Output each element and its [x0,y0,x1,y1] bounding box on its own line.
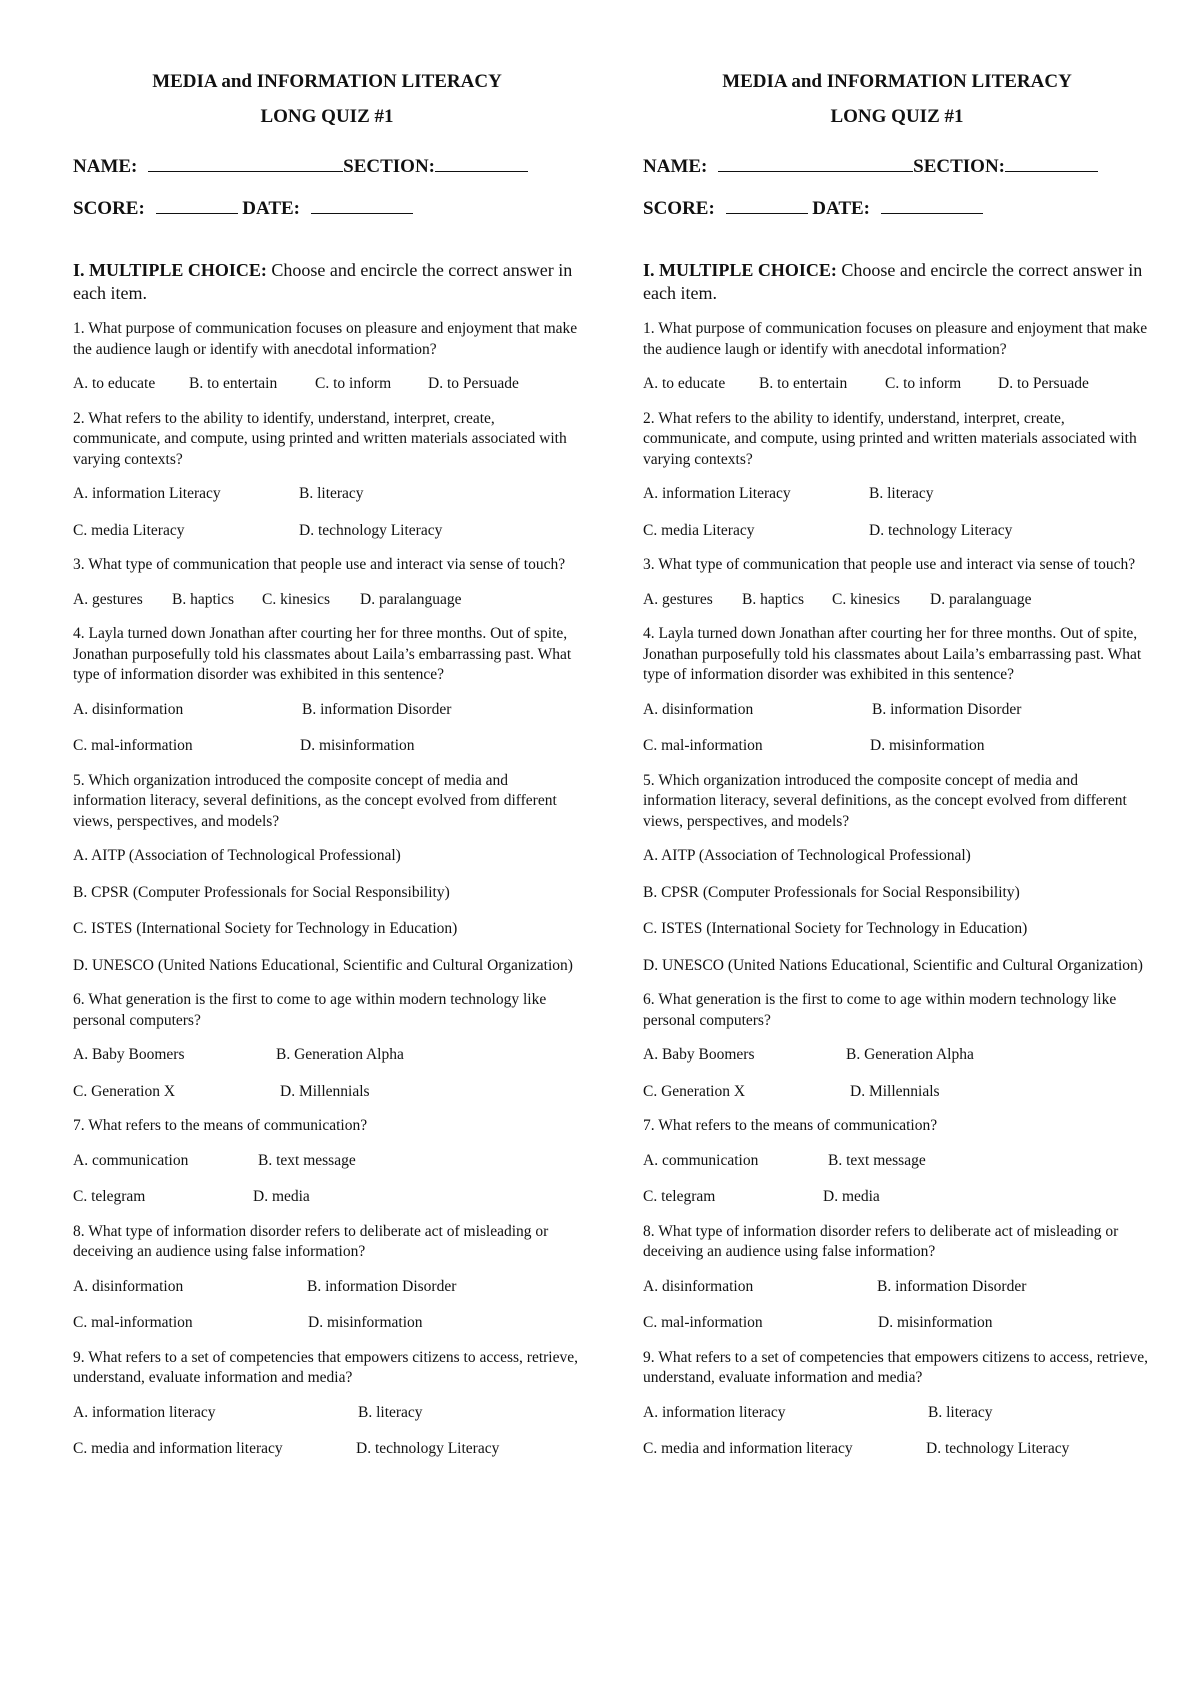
section-instructions [643,259,1151,305]
name-blank[interactable] [718,153,913,172]
question-6-option-a[interactable]: A. Baby Boomers [73,1046,185,1063]
question-4-option-a[interactable]: A. disinformation [73,700,184,718]
question-5-option-b[interactable]: B. CPSR (Computer Professionals for Social Responsibility) [73,883,450,901]
question-3-option-c[interactable]: C. kinesics [832,590,901,608]
name-section-row [73,153,581,179]
date-blank[interactable] [881,195,983,214]
quiz-copy-left [73,70,581,1460]
name-blank[interactable] [148,153,343,172]
question-4-option-b[interactable]: B. information Disorder [872,700,1022,718]
quiz-subtitle: LONG QUIZ #1 [260,106,394,127]
question-7-stem: 7. What refers to the means of communication? [73,1117,368,1134]
score-blank[interactable] [156,195,238,214]
question-1-option-a[interactable]: A. to educate [643,375,726,392]
question-5-stem: 5. Which organization introduced the composite concept of media and information literacy, several definitions, as the concept evolved from different views, perspectives, and models? [643,771,1127,830]
question-8-stem: 8. What type of information disorder refers to deliberate act of misleading or deceiving an audience using false information? [73,1222,549,1260]
date-label: DATE: [242,198,301,219]
question-4-options-cd [73,736,581,757]
section-instructions-text: Choose and encircle the correct answer in each item. [643,260,1143,303]
question-8-option-b[interactable]: B. information Disorder [307,1277,457,1295]
question-5-stem: 5. Which organization introduced the composite concept of media and information literacy, several definitions, as the concept evolved from different views, perspectives, and models? [73,771,557,830]
score-date-row [73,195,581,221]
section-instructions [73,259,581,305]
question-8-options-ab [643,1277,1151,1298]
question-2-option-d[interactable]: D. technology Literacy [299,521,443,539]
quiz-title: MEDIA and INFORMATION LITERACY [152,71,502,92]
question-6-option-c[interactable]: C. Generation X [73,1082,176,1100]
section-heading: I. MULTIPLE CHOICE: [643,260,837,280]
quiz-copy-right [643,70,1151,1460]
question-1-option-d[interactable]: D. to Persuade [428,375,519,392]
question-3-option-a[interactable]: A. gestures [643,590,713,608]
question-8-option-a[interactable]: A. disinformation [73,1277,184,1295]
section-blank[interactable] [435,153,528,172]
question-5-option-a[interactable]: A. AITP (Association of Technological Professional) [73,847,401,864]
name-section-row [643,153,1151,179]
question-6-option-d[interactable]: D. Millennials [850,1082,940,1100]
question-9-option-d[interactable]: D. technology Literacy [356,1440,500,1457]
question-7-options-ab [643,1151,1151,1172]
section-label: SECTION: [343,156,435,177]
question-7-option-d[interactable]: D. media [253,1188,310,1205]
question-9-option-c[interactable]: C. media and information literacy [643,1440,853,1457]
question-9-options-cd [73,1439,581,1460]
question-1-stem: 1. What purpose of communication focuses on pleasure and enjoyment that make the audience laugh or identify with anecdotal information? [73,320,578,358]
question-2-option-b[interactable]: B. literacy [299,485,364,502]
question-7-option-c[interactable]: C. telegram [73,1188,146,1205]
question-9-stem: 9. What refers to a set of competencies that empowers citizens to access, retrieve, understand, evaluate information and media? [73,1348,578,1386]
section-heading: I. MULTIPLE CHOICE: [73,260,267,280]
question-2-option-a[interactable]: A. information Literacy [643,485,791,502]
question-4-stem: 4. Layla turned down Jonathan after courting her for three months. Out of spite, Jonathan purposefully told his classmates about Laila’s embarrassing past. What type of information disorder was exhibited in this sentence? [643,625,1142,683]
question-1-option-a[interactable]: A. to educate [73,375,156,392]
question-7-stem: 7. What refers to the means of communication? [643,1117,938,1134]
question-4-options-ab [643,700,1151,721]
question-9-option-c[interactable]: C. media and information literacy [73,1440,283,1457]
quiz-subtitle: LONG QUIZ #1 [830,106,964,127]
question-8-option-a[interactable]: A. disinformation [643,1277,754,1295]
question-9-option-a[interactable]: A. information literacy [643,1403,786,1421]
question-9-stem: 9. What refers to a set of competencies that empowers citizens to access, retrieve, understand, evaluate information and media? [643,1348,1148,1386]
question-6-option-a[interactable]: A. Baby Boomers [643,1046,755,1063]
question-4-options-cd [643,736,1151,757]
question-6-options-cd [643,1082,1151,1103]
section-blank[interactable] [1005,153,1098,172]
question-5-option-b[interactable]: B. CPSR (Computer Professionals for Social Responsibility) [643,883,1020,901]
question-4-option-c[interactable]: C. mal-information [73,737,193,754]
question-7-option-a[interactable]: A. communication [643,1151,759,1169]
question-4-option-d[interactable]: D. misinformation [300,737,415,754]
question-3-option-d[interactable]: D. paralanguage [360,590,462,608]
question-6-stem: 6. What generation is the first to come to age within modern technology like personal computers? [73,991,547,1029]
question-2-option-d[interactable]: D. technology Literacy [869,521,1013,539]
question-4-option-d[interactable]: D. misinformation [870,737,985,754]
question-6-option-c[interactable]: C. Generation X [643,1082,746,1100]
question-1-option-c[interactable]: C. to inform [885,375,962,392]
question-8-option-b[interactable]: B. information Disorder [877,1277,1027,1295]
question-5-option-c[interactable]: C. ISTES (International Society for Technology in Education) [643,920,1028,937]
score-label: SCORE: [643,198,715,219]
name-label: NAME: [643,156,708,177]
question-4-options-ab [73,700,581,721]
question-9-option-b[interactable]: B. literacy [358,1403,423,1421]
question-2-options-cd [643,521,1151,542]
question-8-stem: 8. What type of information disorder refers to deliberate act of misleading or deceiving an audience using false information? [643,1222,1119,1260]
question-5-option-c[interactable]: C. ISTES (International Society for Technology in Education) [73,920,458,937]
question-2-stem: 2. What refers to the ability to identify, understand, interpret, create, communicate, and compute, using printed and written materials associated with varying contexts? [73,409,567,468]
question-2-option-c[interactable]: C. media Literacy [643,521,755,539]
question-1-option-b[interactable]: B. to entertain [759,375,848,392]
question-9-option-b[interactable]: B. literacy [928,1403,993,1421]
question-6-option-b[interactable]: B. Generation Alpha [846,1046,974,1063]
question-5-option-d[interactable]: D. UNESCO (United Nations Educational, Scientific and Cultural Organization) [643,956,1143,974]
question-3-options [73,590,581,611]
question-4-option-b[interactable]: B. information Disorder [302,700,452,718]
question-1-option-d[interactable]: D. to Persuade [998,375,1089,392]
question-2-options-cd [73,521,581,542]
question-7-option-b[interactable]: B. text message [258,1151,356,1169]
quiz-title: MEDIA and INFORMATION LITERACY [722,71,1072,92]
question-1-option-c[interactable]: C. to inform [315,375,392,392]
question-9-option-a[interactable]: A. information literacy [73,1403,216,1421]
question-2-options-ab [73,484,581,505]
score-blank[interactable] [726,195,808,214]
question-1-options [73,374,581,395]
question-3-option-c[interactable]: C. kinesics [262,590,331,608]
question-3-stem: 3. What type of communication that people use and interact via sense of touch? [73,556,566,573]
question-9-options-ab [643,1403,1151,1424]
question-3-option-b[interactable]: B. haptics [742,590,804,608]
date-label: DATE: [812,198,871,219]
question-7-option-d[interactable]: D. media [823,1188,880,1205]
question-9-options-ab [73,1403,581,1424]
question-7-options-cd [643,1187,1151,1208]
score-date-row [643,195,1151,221]
question-4-option-c[interactable]: C. mal-information [643,737,763,754]
date-blank[interactable] [311,195,413,214]
question-5-option-a[interactable]: A. AITP (Association of Technological Professional) [643,847,971,864]
question-7-option-a[interactable]: A. communication [73,1151,189,1169]
question-6-options-ab [73,1045,581,1066]
question-2-stem: 2. What refers to the ability to identify, understand, interpret, create, communicate, and compute, using printed and written materials associated with varying contexts? [643,409,1137,468]
question-8-options-cd [73,1313,581,1334]
question-3-option-a[interactable]: A. gestures [73,590,143,608]
question-2-option-b[interactable]: B. literacy [869,485,934,502]
question-2-option-a[interactable]: A. information Literacy [73,485,221,502]
question-1-options [643,374,1151,395]
question-8-option-c[interactable]: C. mal-information [643,1314,763,1331]
question-8-options-cd [643,1313,1151,1334]
score-label: SCORE: [73,198,145,219]
question-2-options-ab [643,484,1151,505]
question-8-option-d[interactable]: D. misinformation [878,1314,993,1331]
question-1-option-b[interactable]: B. to entertain [189,375,278,392]
question-9-options-cd [643,1439,1151,1460]
question-7-option-b[interactable]: B. text message [828,1151,926,1169]
question-7-options-cd [73,1187,581,1208]
question-7-option-c[interactable]: C. telegram [643,1188,716,1205]
question-3-option-d[interactable]: D. paralanguage [930,590,1032,608]
question-4-option-a[interactable]: A. disinformation [643,700,754,718]
question-6-option-d[interactable]: D. Millennials [280,1082,370,1100]
question-3-options [643,590,1151,611]
section-label: SECTION: [913,156,1005,177]
question-9-option-d[interactable]: D. technology Literacy [926,1440,1070,1457]
question-1-stem: 1. What purpose of communication focuses on pleasure and enjoyment that make the audience laugh or identify with anecdotal information? [643,320,1148,358]
name-label: NAME: [73,156,138,177]
question-6-options-ab [643,1045,1151,1066]
question-6-stem: 6. What generation is the first to come to age within modern technology like personal computers? [643,991,1117,1029]
question-8-option-d[interactable]: D. misinformation [308,1314,423,1331]
question-8-option-c[interactable]: C. mal-information [73,1314,193,1331]
question-5-option-d[interactable]: D. UNESCO (United Nations Educational, Scientific and Cultural Organization) [73,956,573,974]
question-8-options-ab [73,1277,581,1298]
question-6-options-cd [73,1082,581,1103]
question-3-option-b[interactable]: B. haptics [172,590,234,608]
question-4-stem: 4. Layla turned down Jonathan after courting her for three months. Out of spite, Jonathan purposefully told his classmates about Laila’s embarrassing past. What type of information disorder was exhibited in this sentence? [73,625,572,683]
question-7-options-ab [73,1151,581,1172]
question-3-stem: 3. What type of communication that people use and interact via sense of touch? [643,556,1136,573]
section-instructions-text: Choose and encircle the correct answer in each item. [73,260,573,303]
question-6-option-b[interactable]: B. Generation Alpha [276,1046,404,1063]
question-2-option-c[interactable]: C. media Literacy [73,521,185,539]
